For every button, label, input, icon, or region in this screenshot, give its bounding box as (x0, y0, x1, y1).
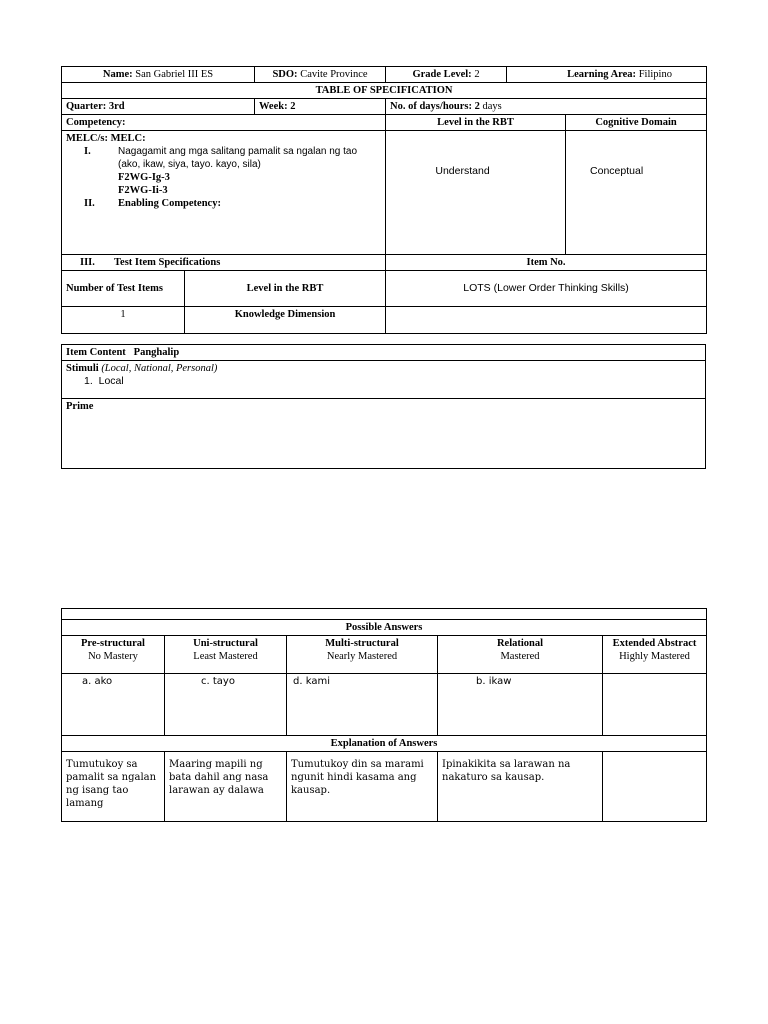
melc-i-number: I. (84, 146, 91, 157)
melc-i-text: Nagagamit ang mga salitang pamalit sa ngalan ng tao (ako, ikaw, siya, tayo. kayo, sila) (118, 146, 358, 170)
col-relational: Relational Mastered (438, 636, 603, 674)
knowledge-empty (386, 307, 707, 334)
cognitive-header: Cognitive Domain (566, 115, 707, 131)
document-title: TABLE OF SPECIFICATION (62, 83, 707, 99)
possible-answers-header: Possible Answers (62, 620, 707, 636)
explanation-empty (603, 752, 707, 822)
rbt-header: Level in the RBT (386, 115, 566, 131)
area-cell: Learning Area: Filipino (507, 67, 707, 83)
explanation-header: Explanation of Answers (62, 736, 707, 752)
melc-code-2: F2WG-Ii-3 (118, 185, 168, 196)
explanation-c: Maaring mapili ng bata dahil ang nasa larawan ay dalawa (165, 752, 287, 822)
competency-label: Competency: (62, 115, 386, 131)
enabling-competency: Enabling Competency: (118, 198, 221, 209)
cognitive-value: Conceptual (566, 131, 707, 255)
melc-ii-number: II. (84, 198, 95, 209)
col-multi-structural: Multi-structural Nearly Mastered (287, 636, 438, 674)
possible-answers-table (61, 608, 707, 822)
explanation-b: Ipinakikita sa larawan na nakaturo sa kausap. (438, 752, 603, 822)
rbt-value: Understand (386, 131, 566, 255)
lots-label: LOTS (Lower Order Thinking Skills) (386, 271, 707, 307)
item-content-table (61, 344, 706, 469)
answer-a: a. ako (62, 674, 165, 736)
answer-empty (603, 674, 707, 736)
blank-top-row (62, 609, 707, 620)
answer-d: d. kami (287, 674, 438, 736)
col-pre-structural: Pre-structural No Mastery (62, 636, 165, 674)
col-uni-structural: Uni-structural Least Mastered (165, 636, 287, 674)
prime-cell: Prime (62, 399, 706, 469)
explanation-d: Tumutukoy din sa marami ngunit hindi kasama ang kausap. (287, 752, 438, 822)
melc-label: MELC/s: MELC: (66, 133, 146, 144)
explanation-a: Tumutukoy sa pamalit sa ngalan ng isang tao lamang (62, 752, 165, 822)
quarter-cell: Quarter: 3rd (62, 99, 255, 115)
number-of-items-label: Number of Test Items (62, 271, 185, 307)
item-content-row: Item Content Panghalip (62, 345, 706, 361)
col-extended-abstract: Extended Abstract Highly Mastered (603, 636, 707, 674)
stimuli-cell: Stimuli (Local, National, Personal) 1. Local (62, 361, 706, 399)
melc-code-1: F2WG-Ig-3 (118, 172, 170, 183)
days-cell: No. of days/hours: 2 days (386, 99, 707, 115)
answer-c: c. tayo (165, 674, 287, 736)
specification-table (61, 66, 707, 334)
knowledge-dimension: Knowledge Dimension (185, 307, 386, 334)
name-cell: Name: San Gabriel III ES (62, 67, 255, 83)
grade-cell: Grade Level: 2 (386, 67, 507, 83)
week-cell: Week: 2 (255, 99, 386, 115)
answer-b: b. ikaw (438, 674, 603, 736)
item-count: 1 (62, 307, 185, 334)
level-rbt-label: Level in the RBT (185, 271, 386, 307)
item-no-header: Item No. (386, 255, 707, 271)
sdo-cell: SDO: Cavite Province (255, 67, 386, 83)
melc-cell (62, 131, 386, 255)
test-item-specs: III. Test Item Specifications (62, 255, 386, 271)
